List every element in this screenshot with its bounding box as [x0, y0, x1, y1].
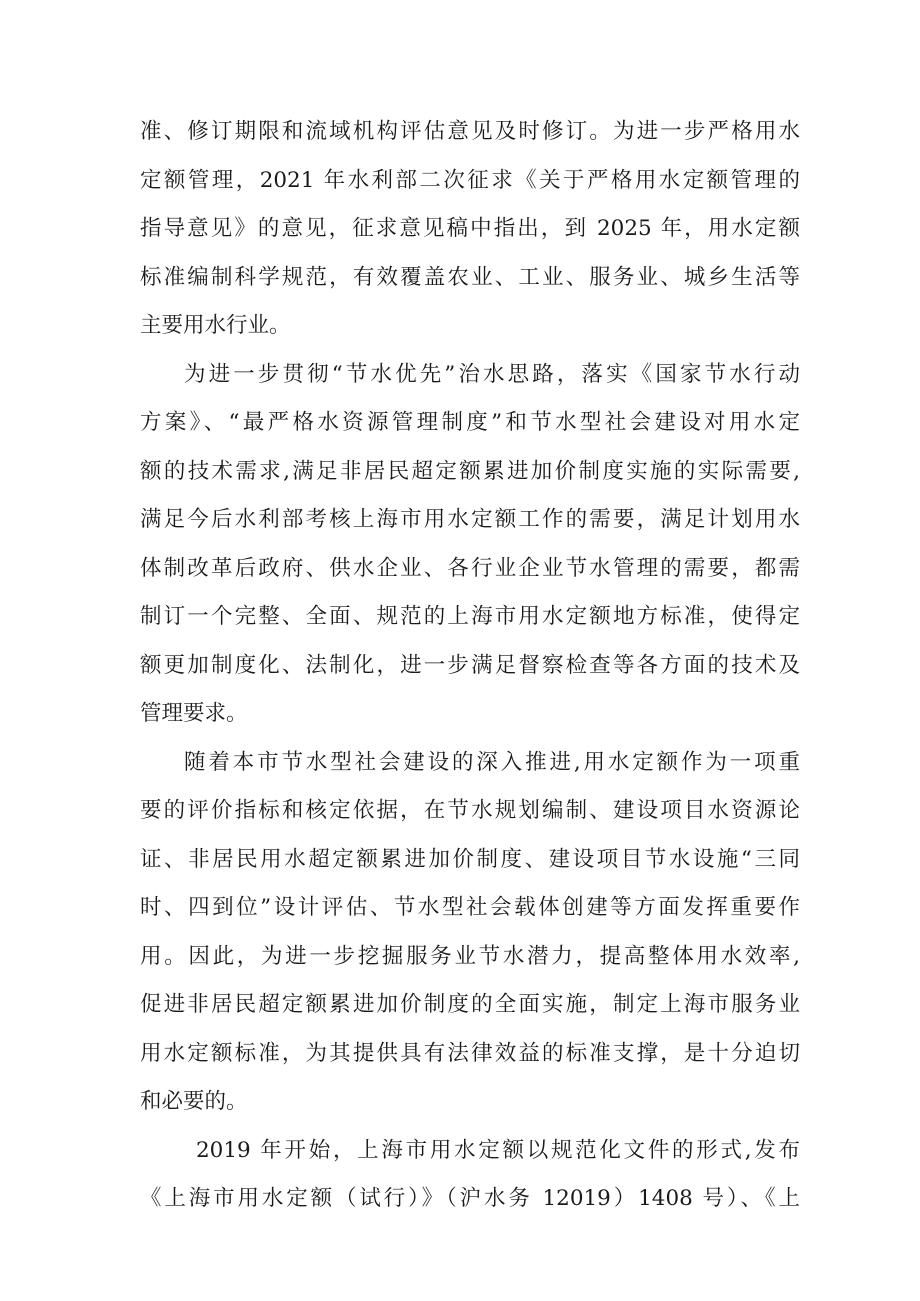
text-line: 管理要求。: [140, 701, 248, 726]
paragraph-first-line: 随着本市节水型社会建设的深入推进,用水定额作为一项重: [184, 750, 800, 775]
text-line: 促进非居民超定额累进加价制度的全面实施，制定上海市服务业: [140, 992, 800, 1017]
text-line: 定额管理，2021 年水利部二次征求《关于严格用水定额管理的: [140, 168, 800, 193]
text-line: 体制改革后政府、供水企业、各行业企业节水管理的需要，都需: [140, 556, 800, 581]
text-line: 满足今后水利部考核上海市用水定额工作的需要，满足计划用水: [140, 507, 800, 532]
text-line: 制订一个完整、全面、规范的上海市用水定额地方标准，使得定: [140, 604, 800, 629]
text-line: 时、四到位”设计评估、节水型社会载体创建等方面发挥重要作: [140, 895, 800, 920]
paragraph-first-line: 为进一步贯彻“节水优先”治水思路，落实《国家节水行动: [184, 362, 800, 387]
text-line: 用。因此，为进一步挖掘服务业节水潜力，提高整体用水效率,: [140, 944, 800, 969]
text-line: 《上海市用水定额（试行）》（沪水务 12019）1408 号）、《上: [140, 1186, 800, 1211]
text-line: 准、修订期限和流域机构评估意见及时修订。为进一步严格用水: [140, 119, 800, 144]
text-line: 标准编制科学规范，有效覆盖农业、工业、服务业、城乡生活等: [140, 265, 800, 290]
text-line: 指导意见》的意见，征求意见稿中指出，到 2025 年，用水定额: [140, 216, 800, 241]
text-line: 证、非居民用水超定额累进加价制度、建设项目节水设施“三同: [140, 847, 800, 872]
text-line: 要的评价指标和核定依据，在节水规划编制、建设项目水资源论: [140, 798, 800, 823]
text-line: 主要用水行业。: [140, 313, 291, 338]
text-line: 方案》、“最严格水资源管理制度”和节水型社会建设对用水定: [140, 410, 800, 435]
text-line: 和必要的。: [140, 1089, 248, 1114]
paragraph-first-line: 2019 年开始，上海市用水定额以规范化文件的形式,发布: [196, 1138, 800, 1163]
text-line: 额更加制度化、法制化，进一步满足督察检查等各方面的技术及: [140, 653, 800, 678]
text-line: 用水定额标准，为其提供具有法律效益的标准支撑，是十分迫切: [140, 1041, 800, 1066]
text-line: 额的技术需求,满足非居民超定额累进加价制度实施的实际需要,: [140, 459, 800, 484]
